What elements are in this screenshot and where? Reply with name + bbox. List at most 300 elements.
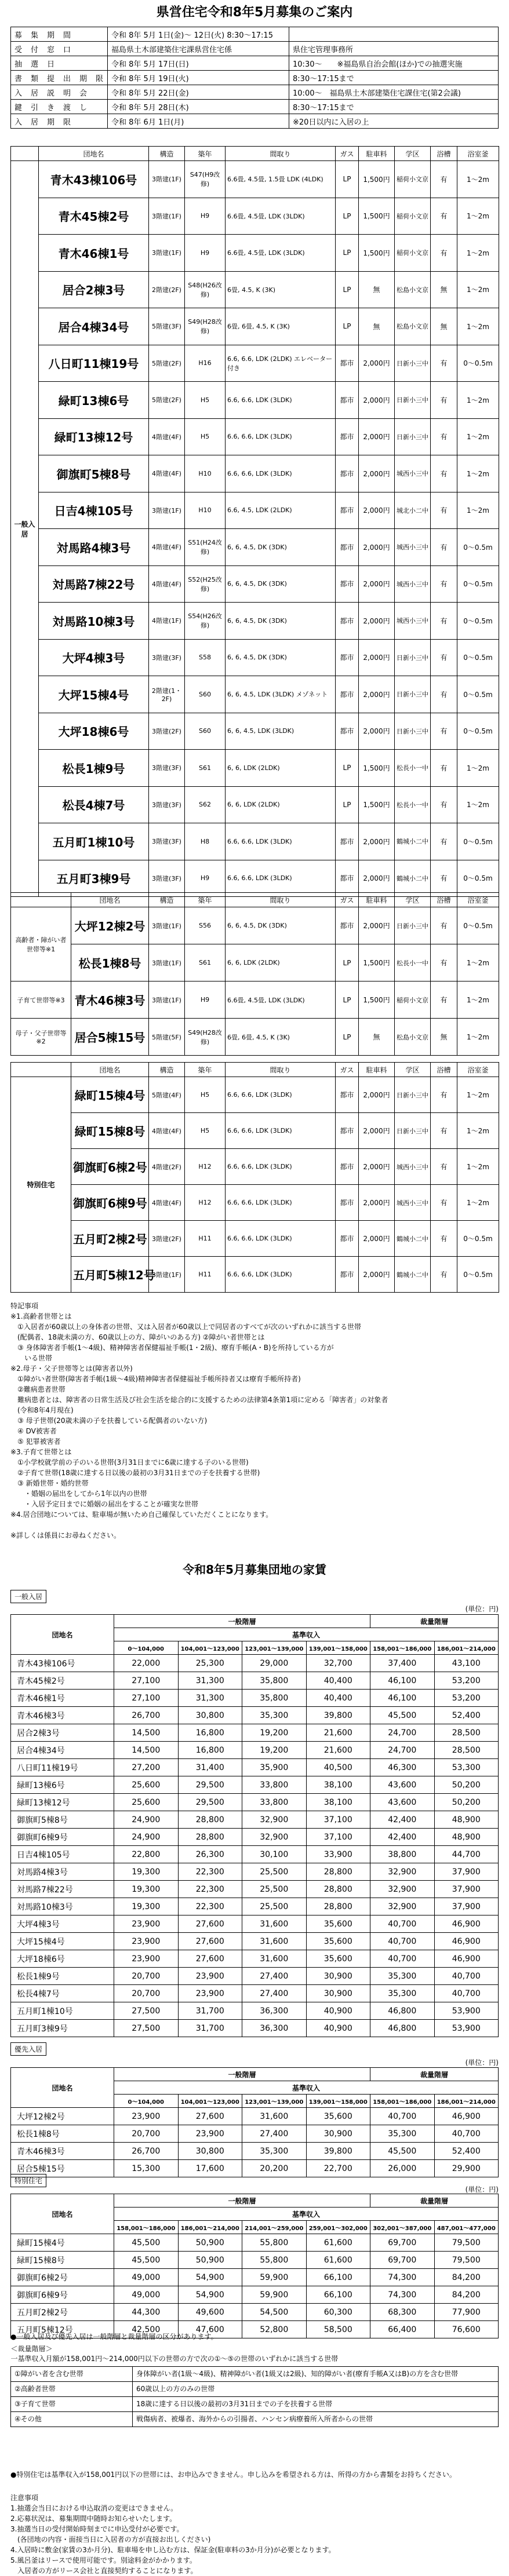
rent-value: 84,200 [434,2286,499,2304]
cell-layout: 6, 6, 4.5, DK (3DK) [226,603,336,640]
cell-name: 大坪15棟4号 [39,676,149,713]
rent-income-col: 0～104,000 [114,1641,179,1655]
rent-value: 52,800 [242,2321,307,2338]
schedule-date: 令和 8年 6月 1日(月) [108,114,289,129]
table-row [11,944,499,981]
cell-bath: 有 [431,750,457,787]
recruit-header: 間取り [226,893,336,907]
cell-str: 3階建(2F) [149,1221,185,1257]
cell-layout: 6.6畳, 4.5畳, 1.5畳 LDK (4LDK) [226,161,336,198]
cell-year: H9 [185,198,226,235]
rent-value: 25,500 [242,1863,307,1881]
schedule-date: 令和 8年 5月 28日(木) [108,100,289,114]
cell-park: 2,000円 [359,823,395,860]
cell-park: 2,000円 [359,1113,395,1149]
cell-str: 2階建(1・2F) [149,676,185,713]
note-line: ※2.母子・父子世帯等とは(障害者以外) [10,1364,133,1373]
rent-value: 32,900 [242,1811,307,1829]
cell-layout: 6.6, 6.6, LDK (3LDK) [226,382,336,419]
income-category: ③子育て世帯 [11,2397,133,2412]
rent-value: 52,400 [434,1707,499,1724]
cell-gas: LP [336,1019,359,1056]
cell-name: 緑町15棟8号 [71,1113,149,1149]
rent-value: 45,500 [370,1707,435,1724]
cell-year: H12 [185,1149,226,1185]
cell-boiler: 0～0.5m [457,529,499,566]
rent-value: 46,100 [370,1672,435,1690]
rent-row-name: 対馬路7棟22号 [11,1881,114,1898]
rent-special-table [10,2194,499,2338]
cell-bath: 有 [431,345,457,382]
cell-park: 1,500円 [359,750,395,787]
cell-name: 青木45棟2号 [39,198,149,235]
table-row [11,198,499,235]
rent-value: 40,700 [434,2125,499,2143]
table-row [11,1185,499,1221]
table-row [11,2252,499,2269]
cell-name: 大坪4棟3号 [39,639,149,676]
recruit-header: 駐車料 [359,147,395,161]
priority-table [10,892,499,1056]
cell-layout: 6.6, 6.6, LDK (3LDK) [226,860,336,897]
rent-value: 46,900 [434,1933,499,1950]
table-row [11,2108,499,2125]
cell-boiler: 1～2m [457,271,499,308]
rent-value: 27,600 [178,1950,242,1968]
recruit-header: 学区 [395,1063,431,1077]
cell-year: S62 [185,786,226,823]
cell-str: 4階建(4F) [149,418,185,455]
note-line: ①入居者が60歳以上の身体者の世帯、又は入居者が60歳以上で同居者のすべてが次のいずれかに該当する世帯 [10,1323,362,1331]
cell-gas: 都市 [336,492,359,529]
note-line: (令和8年4月現在) [10,1406,74,1414]
cell-gas: LP [336,981,359,1019]
rent-value: 35,800 [242,1690,307,1707]
cell-year: S61 [185,750,226,787]
rent-value: 45,500 [114,2252,179,2269]
cell-name: 大坪18棟6号 [39,713,149,750]
cell-park: 無 [359,1019,395,1056]
cell-park: 2,000円 [359,676,395,713]
note-line: 特記事項 [10,1302,39,1310]
rent-value: 29,900 [434,2160,499,2177]
cell-bath: 有 [431,492,457,529]
schedule-row [11,42,499,56]
group-header [11,1063,71,1077]
note-line: (配偶者、18歳未満の方、60歳以上の方、障がいのある方) ②障がい者世帯とは [10,1333,265,1341]
rent-value: 68,300 [370,2304,435,2321]
cell-gas: 都市 [336,1185,359,1221]
rent-row-name: 五月町5棟12号 [11,2321,114,2338]
cell-boiler: 1～2m [457,492,499,529]
rent-income-col: 158,001～186,000 [370,2095,435,2108]
table-row [11,1933,499,1950]
rent-row-name: 御旗町5棟8号 [11,1811,114,1829]
cell-gas: 都市 [336,907,359,944]
rent-value: 36,300 [242,2020,307,2037]
schedule-date: 令和 8年 5月 17日(日) [108,56,289,71]
recruit-header: ガス [336,893,359,907]
cell-layout: 6, 6, 4.5, DK (3DK) [226,639,336,676]
rent-value: 53,300 [434,1759,499,1776]
rent-name-header: 団地名 [11,2068,114,2108]
cell-name: 松長1棟9号 [39,750,149,787]
cell-school: 城西小三中 [395,455,431,492]
rent-value: 35,600 [306,2108,370,2125]
cell-gas: 都市 [336,382,359,419]
note-line: ②難病患者世帯 [10,1385,66,1393]
rent-value: 40,900 [306,2020,370,2037]
group-sub-label: 母子・父子世帯等※2 [11,1019,71,1056]
caution-title: 注意事項 [10,2494,39,2502]
cell-str: 5階建(2F) [149,345,185,382]
table-row [11,1968,499,1985]
rent-value: 37,100 [306,1811,370,1829]
table-row [11,492,499,529]
table-row [11,1881,499,1898]
schedule-date: 福島県土木部建築住宅課県営住宅係 [108,42,289,56]
rent-row-name: 緑町13棟6号 [11,1776,114,1794]
cell-boiler: 1～2m [457,1149,499,1185]
table-row [11,823,499,860]
rent-income-header: 基準収入 [114,1628,499,1641]
table-row [11,1655,499,1672]
cell-gas: LP [336,235,359,272]
rent-value: 35,300 [242,1707,307,1724]
rent-value: 28,800 [306,1898,370,1915]
rent-value: 44,300 [114,2304,179,2321]
rent-row-name: 居合2棟3号 [11,1724,114,1742]
income-row [11,2382,499,2397]
cell-layout: 6.6, 6.6, LDK (3LDK) [226,1113,336,1149]
cell-layout: 6, 6, LDK (2LDK) [226,786,336,823]
cell-layout: 6, 6, 4.5, DK (3DK) [226,565,336,603]
rent-value: 20,700 [114,2125,179,2143]
group-label: 特別住宅 [11,1077,71,1293]
rent-value: 40,900 [306,2002,370,2020]
recruit-header: ガス [336,147,359,161]
rent-value: 35,800 [242,1672,307,1690]
table-row [11,1257,499,1293]
cell-bath: 有 [431,603,457,640]
rent-income-col: 259,001～302,000 [306,2221,370,2234]
cell-boiler: 1～2m [457,786,499,823]
cell-bath: 有 [431,1221,457,1257]
rent-value: 28,800 [306,1863,370,1881]
rent-value: 39,800 [306,2143,370,2160]
rent-value: 26,000 [370,2160,435,2177]
rent-value: 46,900 [434,1915,499,1933]
cell-name: 松長1棟8号 [71,944,149,981]
cell-school: 松島小文京 [395,271,431,308]
table-row [11,382,499,419]
cell-layout: 6.6畳, 4.5畳, LDK (3LDK) [226,235,336,272]
recruit-header: 構造 [149,893,185,907]
rent-value: 66,100 [306,2286,370,2304]
schedule-row [11,27,499,42]
table-row [11,1149,499,1185]
cell-bath: 有 [431,944,457,981]
cell-boiler: 1～2m [457,944,499,981]
note-line: ④ DV被害者 [10,1427,57,1435]
rent-value: 38,100 [306,1776,370,1794]
cell-boiler: 1～2m [457,161,499,198]
table-row [11,1113,499,1149]
rent-value: 31,600 [242,1915,307,1933]
recruit-header: 浴槽 [431,147,457,161]
cell-park: 2,000円 [359,418,395,455]
cell-park: 無 [359,308,395,345]
cell-year: S47(H9改修) [185,161,226,198]
cell-str: 4階建(2F) [149,1149,185,1185]
cell-park: 1,500円 [359,981,395,1019]
rent-value: 27,200 [114,1759,179,1776]
rent-value: 25,500 [242,1881,307,1898]
note-line [10,1520,499,1530]
rent-value: 23,900 [178,1968,242,1985]
cell-bath: 有 [431,529,457,566]
schedule-label: 受 付 窓 口 [11,42,108,56]
cell-gas: 都市 [336,1149,359,1185]
rent-value: 21,600 [306,1742,370,1759]
table-row [11,907,499,944]
note-line: ③ 新婚世帯・婚約世帯 [10,1479,89,1487]
rent-value: 84,200 [434,2269,499,2286]
rent-value: 28,500 [434,1742,499,1759]
rent-value: 20,700 [114,1985,179,2002]
rent-value: 24,700 [370,1724,435,1742]
rent-value: 29,000 [242,1655,307,1672]
cell-name: 居合2棟3号 [39,271,149,308]
cell-name: 八日町11棟19号 [39,345,149,382]
rent-row-name: 青木43棟106号 [11,1655,114,1672]
cell-park: 1,500円 [359,235,395,272]
rent-value: 22,000 [114,1655,179,1672]
cell-gas: 都市 [336,713,359,750]
recruit-header: 築年 [185,147,226,161]
income-desc: 60歳以上の方のみの世帯 [133,2382,499,2397]
table-row [11,786,499,823]
rent-value: 32,900 [370,1863,435,1881]
rent-value: 43,600 [370,1794,435,1811]
recruit-header: 構造 [149,1063,185,1077]
rent-value: 23,900 [178,1985,242,2002]
note-line: ※1.高齢者世帯とは [10,1312,72,1320]
special-table [10,1062,499,1293]
schedule-table [10,27,499,129]
rent-value: 38,100 [306,1794,370,1811]
cell-gas: LP [336,198,359,235]
cell-str: 3階建(1F) [149,198,185,235]
cell-layout: 6.6, 6.6, LDK (3LDK) [226,455,336,492]
cell-year: H9 [185,235,226,272]
rent-title: 令和8年5月募集団地の家賃 [183,1563,326,1577]
rent-value: 35,600 [306,1915,370,1933]
caution-line: (各団地の内容・面接当日に入居者の方が直接お出しください) [10,2535,211,2544]
rent-value: 43,600 [370,1776,435,1794]
rent-row-name: 緑町15棟8号 [11,2252,114,2269]
rent-value: 33,800 [242,1794,307,1811]
rent-value: 58,500 [306,2321,370,2338]
cell-school: 城西小三中 [395,529,431,566]
cell-year: H10 [185,492,226,529]
table-row [11,2304,499,2321]
rent-value: 28,800 [306,1881,370,1898]
cell-gas: 都市 [336,823,359,860]
recruit-header: 浴槽 [431,1063,457,1077]
rent-value: 42,400 [370,1829,435,1846]
rent-value: 66,400 [370,2321,435,2338]
rent-value: 69,700 [370,2252,435,2269]
cell-boiler: 1～2m [457,235,499,272]
cell-school: 松長小一中 [395,944,431,981]
rent-value: 23,900 [114,1915,179,1933]
table-row [11,1221,499,1257]
cell-str: 3階建(1F) [149,944,185,981]
rent-value: 40,400 [306,1690,370,1707]
rent-value: 20,700 [114,1968,179,1985]
table-row [11,1811,499,1829]
cell-year: S49(H28改修) [185,308,226,345]
table-row [11,981,499,1019]
rent-row-name: 対馬路10棟3号 [11,1898,114,1915]
schedule-note [289,27,499,42]
cell-school: 日新小三中 [395,639,431,676]
rent-value: 24,900 [114,1829,179,1846]
rent-value: 23,900 [114,2108,179,2125]
rent-income-col: 123,001～139,000 [242,2095,307,2108]
cell-str: 3階建(1F) [149,1257,185,1293]
cell-bath: 有 [431,418,457,455]
rent-value: 35,300 [370,2125,435,2143]
table-row [11,1690,499,1707]
rent-income-col: 123,001～139,000 [242,1641,307,1655]
recruit-header: 構造 [149,147,185,161]
table-row [11,161,499,198]
table-row [11,2286,499,2304]
table-row [11,455,499,492]
cell-str: 4階建(4F) [149,1113,185,1149]
table-row [11,750,499,787]
cell-str: 3階建(3F) [149,823,185,860]
table-row [11,1985,499,2002]
cell-str: 5階建(4F) [149,1077,185,1113]
rent-value: 60,300 [306,2304,370,2321]
rent-value: 37,400 [370,1655,435,1672]
rent-value: 48,900 [434,1829,499,1846]
cell-layout: 6.6, 6.6, LDK (3LDK) [226,1077,336,1113]
rent-income-col: 186,001～214,000 [178,2221,242,2234]
caution-line: 2.応募状況は、募集期間中随時お知らせいたします。 [10,2515,177,2523]
rent-value: 40,700 [370,1933,435,1950]
rent-value: 30,800 [178,2143,242,2160]
cell-name: 五月町5棟12号 [71,1257,149,1293]
recruit-header: 間取り [226,1063,336,1077]
rent-excess-header: 裁量階層 [370,1615,499,1628]
table-row [11,565,499,603]
cell-bath: 有 [431,1185,457,1221]
cell-school: 日新小三中 [395,1077,431,1113]
cell-boiler: 0～0.5m [457,565,499,603]
rent-value: 52,400 [434,2143,499,2160]
schedule-row [11,56,499,71]
cell-str: 5階建(2F) [149,382,185,419]
recruit-header: 団地名 [71,1063,149,1077]
cell-bath: 有 [431,907,457,944]
table-row [11,1672,499,1690]
table-row [11,1776,499,1794]
cell-boiler: 1～2m [457,1077,499,1113]
table-row [11,2234,499,2252]
rent-value: 74,300 [370,2286,435,2304]
cell-school: 稲荷小文京 [395,981,431,1019]
cell-year: S61 [185,944,226,981]
rent-value: 14,500 [114,1724,179,1742]
rent-value: 42,500 [114,2321,179,2338]
rent-value: 40,400 [306,1672,370,1690]
cell-gas: 都市 [336,676,359,713]
rent-value: 27,600 [178,1915,242,1933]
cell-boiler: 1～2m [457,455,499,492]
caution-line: 4.入居時に敷金(家賃の3か月分)、駐車場を申し込む方は、保証金(駐車料の3か月分)が必要となります。 [10,2546,336,2554]
cell-name: 居合5棟15号 [71,1019,149,1056]
cell-park: 2,000円 [359,1149,395,1185]
cell-layout: 6, 6, 4.5, LDK (3LDK) メゾネット [226,676,336,713]
table-row [11,529,499,566]
cell-name: 青木46棟1号 [39,235,149,272]
cell-str: 3階建(3F) [149,860,185,897]
rent-income-col: 0～104,000 [114,2095,179,2108]
rent-value: 28,800 [178,1829,242,1846]
note-line: ①障がい者世帯(障害者手帳(1級～4級)精神障害者保健福祉手帳所持者又は療育手帳所持者) [10,1375,301,1383]
cell-name: 松長4棟7号 [39,786,149,823]
rent-value: 24,900 [114,1811,179,1829]
rent-value: 53,200 [434,1672,499,1690]
income-box-title: ＜裁量階層＞ [10,2345,53,2353]
cell-layout: 6.6, 6.6, LDK (3LDK) [226,1257,336,1293]
cell-year: S52(H25改修) [185,565,226,603]
cell-gas: 都市 [336,418,359,455]
rent-row-name: 五月町1棟10号 [11,2002,114,2020]
cell-str: 2階建(2F) [149,271,185,308]
cell-boiler: 0～0.5m [457,603,499,640]
cell-layout: 6.6畳, 4.5畳, LDK (3LDK) [226,198,336,235]
cell-school: 稲荷小文京 [395,198,431,235]
cell-bath: 有 [431,1257,457,1293]
income-desc: 戦傷病者、被爆者、海外からの引揚者、ハンセン病療養所入所者からの世帯 [133,2412,499,2427]
rent-value: 33,800 [242,1776,307,1794]
cell-str: 3階建(1F) [149,981,185,1019]
rent-special-tag: 特別住宅 [10,2174,46,2187]
cell-bath: 有 [431,198,457,235]
cell-boiler: 1～2m [457,981,499,1019]
cell-year: H8 [185,823,226,860]
rent-value: 28,500 [434,1724,499,1742]
rent-value: 35,300 [370,1985,435,2002]
cell-name: 対馬路7棟22号 [39,565,149,603]
cell-layout: 6畳, 4.5, K (3K) [226,271,336,308]
note-line: ⑤ 犯罪被害者 [10,1437,61,1446]
rent-row-name: 日吉4棟105号 [11,1846,114,1863]
cell-bath: 有 [431,382,457,419]
cell-boiler: 0～0.5m [457,860,499,897]
group-sub-label: 子育て世帯等※3 [11,981,71,1019]
cell-gas: 都市 [336,345,359,382]
cell-str: 3階建(1F) [149,161,185,198]
schedule-label: 入 居 説 明 会 [11,85,108,100]
rent-row-name: 対馬路4棟3号 [11,1863,114,1881]
cell-school: 日新小三中 [395,676,431,713]
